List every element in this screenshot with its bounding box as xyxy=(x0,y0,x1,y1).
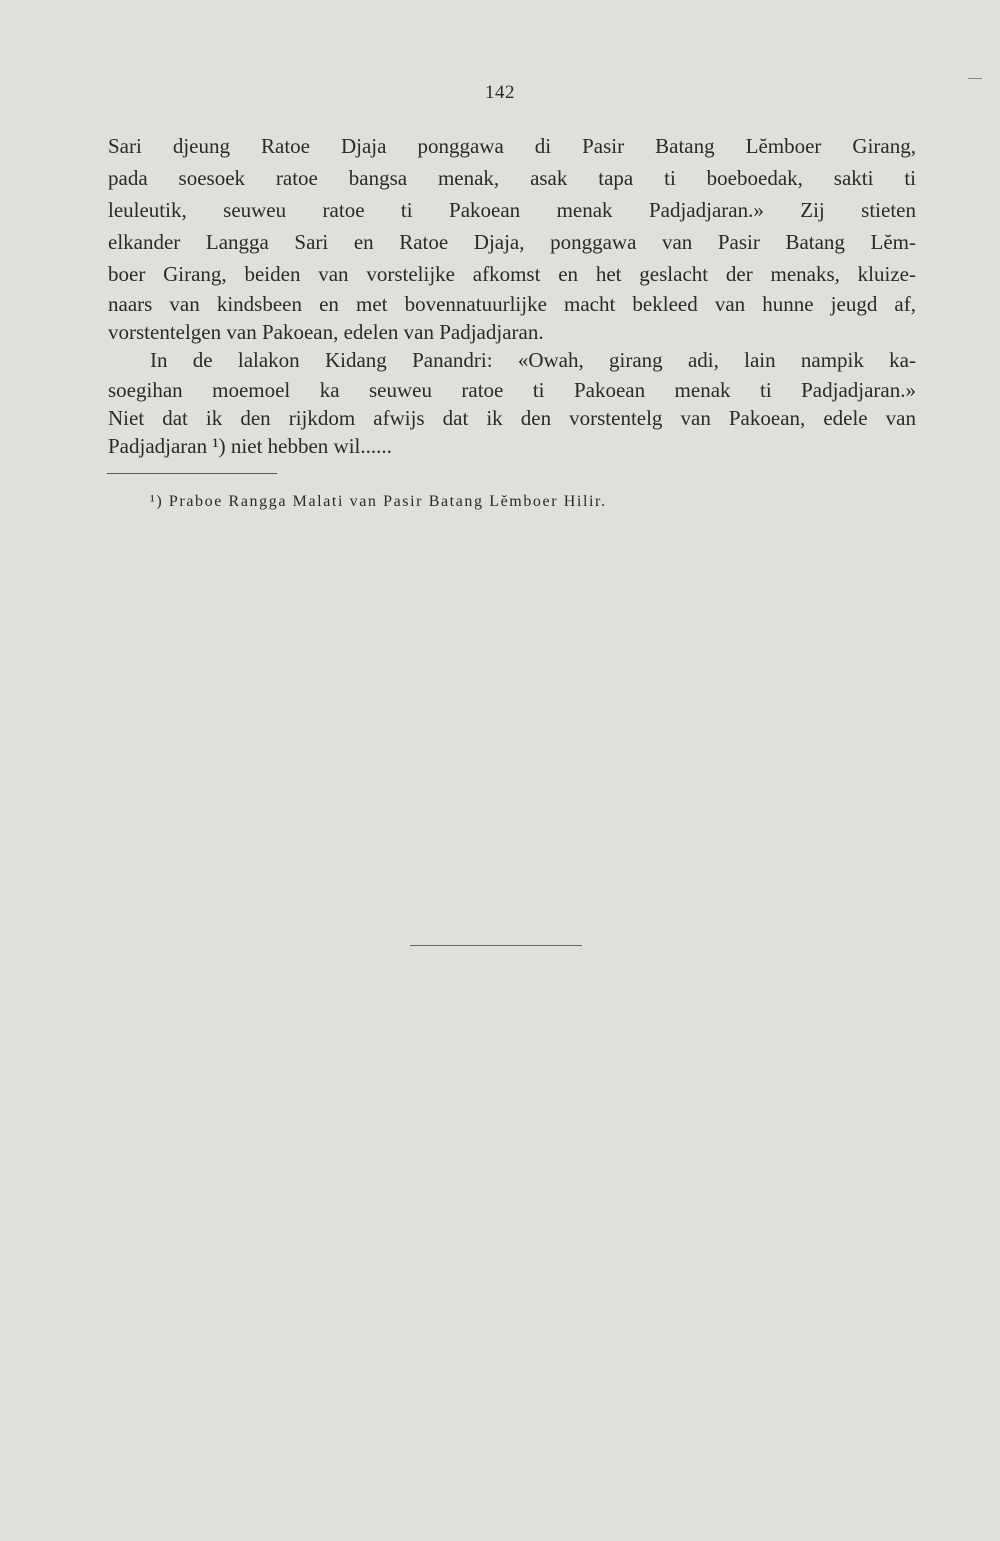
page-number: 142 xyxy=(485,82,515,103)
body-line: Niet dat ik den rijkdom afwijs dat ik den vorstentelg van Pakoean, edele van xyxy=(108,406,916,430)
body-line: pada soesoek ratoe bangsa menak, asak tapa ti boeboedak, sakti ti xyxy=(108,166,916,190)
body-line: vorstentelgen van Pakoean, edelen van Padjadjaran. xyxy=(108,320,544,344)
body-line: In de lalakon Kidang Panandri: «Owah, girang adi, lain nampik ka- xyxy=(150,348,916,372)
footnote-divider xyxy=(107,473,277,474)
body-line: Padjadjaran ¹) niet hebben wil...... xyxy=(108,434,392,458)
body-line: elkander Langga Sari en Ratoe Djaja, ponggawa van Pasir Batang Lĕm- xyxy=(108,230,916,254)
footnote: ¹) Praboe Rangga Malati van Pasir Batang Lĕmboer Hilir. xyxy=(150,493,607,510)
scan-mark xyxy=(968,78,982,79)
body-line: leuleutik, seuweu ratoe ti Pakoean menak Padjadjaran.» Zij stieten xyxy=(108,198,916,222)
body-line: soegihan moemoel ka seuweu ratoe ti Pakoean menak ti Padjadjaran.» xyxy=(108,378,916,402)
body-line: Sari djeung Ratoe Djaja ponggawa di Pasir Batang Lĕmboer Girang, xyxy=(108,134,916,158)
end-divider xyxy=(410,945,582,946)
body-line: boer Girang, beiden van vorstelijke afkomst en het geslacht der menaks, kluize- xyxy=(108,262,916,286)
body-line: naars van kindsbeen en met bovennatuurlijke macht bekleed van hunne jeugd af, xyxy=(108,292,916,316)
